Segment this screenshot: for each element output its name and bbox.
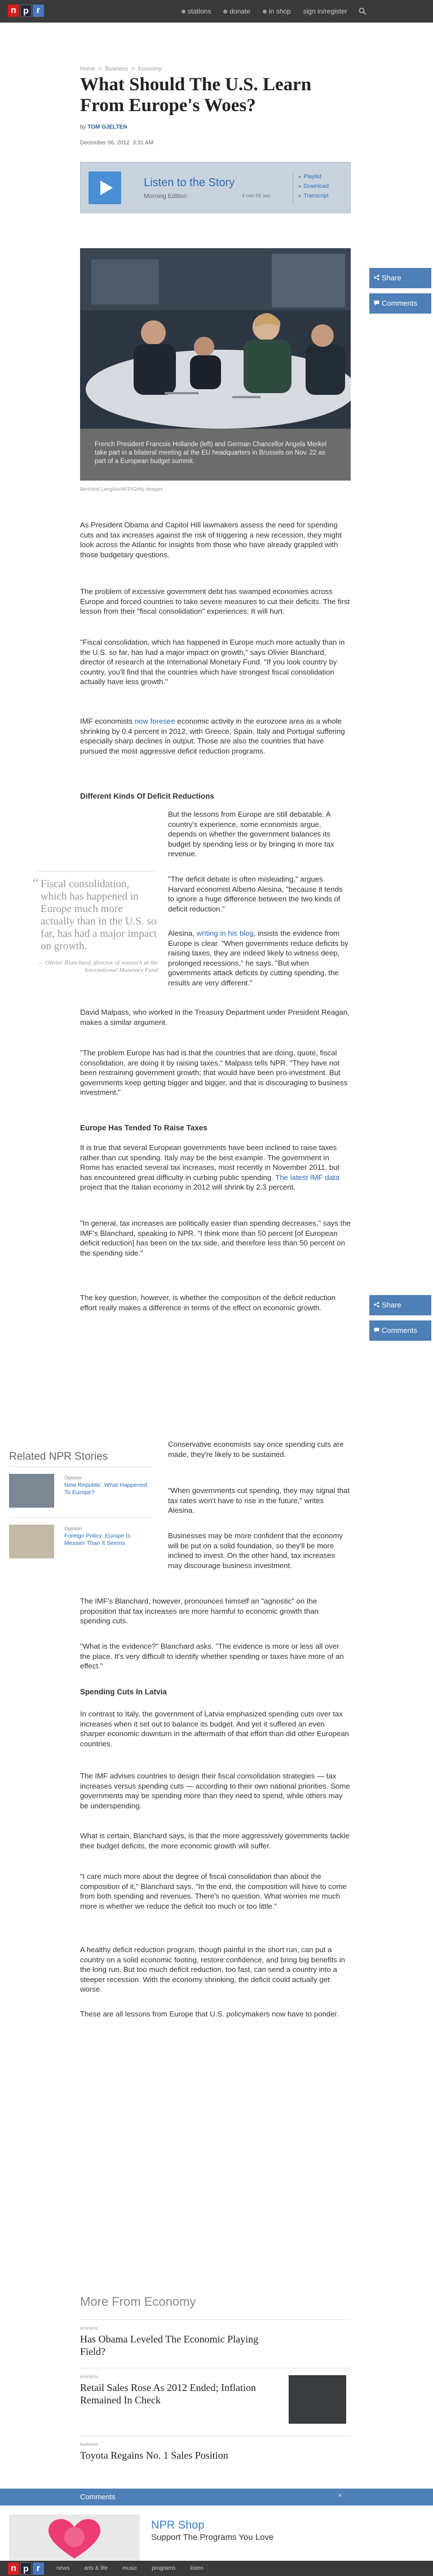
p4-text-a: IMF economists — [80, 717, 133, 725]
related-story[interactable] — [9, 1467, 153, 1506]
related-kicker: Opinion — [64, 1526, 82, 1531]
section-heading: Europe Has Tended To Raise Taxes — [80, 1124, 207, 1132]
p10-text-b: project that the Italian economy in 2012 will shrink by 2.3 percent. — [80, 1183, 295, 1191]
paragraph: "I care much more about the degree of fiscal consolidation than about the composition of it," Blanchard says. "In the end, the composition will have to come from both spending and revenues. There's no question. What worries me much more is whether we reduce the deficit too much or too little." — [80, 1872, 347, 1910]
paragraph: David Malpass, who worked in the Treasury Department under President Reagan, makes a similar argument. — [80, 1008, 350, 1027]
imf-data-link[interactable]: The latest IMF data — [275, 1173, 339, 1182]
paragraph: The IMF advises countries to design their fiscal consolidation strategies — tax increases versus spending cuts — according to their own national priorities. Some governments may be spending more than they need to spend, while others may be underspending. — [80, 1772, 350, 1810]
share-label: Share — [382, 1301, 401, 1309]
footer-link-programs[interactable]: programs — [152, 2565, 176, 2571]
pull-quote — [34, 871, 158, 974]
paragraph: "Fiscal consolidation, which has happened in Europe much more actually than in the U.S. so far, has had a major impact on growth," says Olivier Blanchard, director of research at the International Monetary Fund. "If you look country by country, you'll find that the countries which have strongest fiscal consolidation actually have less growth." — [80, 638, 345, 686]
paragraph: "In general, tax increases are politically easier than spending decreases," says the IMF's Blanchard, speaking to NPR. "I think more than 50 percent [of European deficit reduction] has been on the tax side, and therefore less than 50 percent on the spending side." — [80, 1219, 351, 1257]
footer-nav — [56, 2561, 204, 2576]
paragraph: "The deficit debate is often misleading," argues Harvard economist Alberto Alesina, "because it tends to ignore a huge difference between the two kinds of deficit reduction." — [168, 875, 343, 913]
breadcrumb-economy[interactable]: Economy — [138, 66, 162, 72]
logo-letter-r: r — [33, 2562, 44, 2575]
photo-caption: French President Francois Hollande (left) and German Chancellor Angela Merkel take part in a bilateral meeting at the EU headquarters in Brussels on Nov. 22 as part of a European budget summit. — [95, 441, 327, 465]
footer-link-news[interactable]: news — [56, 2565, 70, 2571]
nav-sign-in[interactable]: sign in/register — [303, 7, 347, 15]
byline — [80, 124, 127, 130]
breadcrumb — [80, 66, 162, 72]
paragraph: In contrast to Italy, the government of Latvia emphasized spending cuts over tax increases when it set out to balance its budget. And yet it suffered an even sharper economic downturn in the aftermath of that effort than did other European countries. — [80, 1710, 349, 1748]
breadcrumb-business[interactable]: Business — [105, 66, 129, 72]
logo-letter-n: n — [8, 5, 19, 17]
blog-link[interactable]: writing in his blog — [196, 929, 254, 937]
comment-icon — [374, 300, 379, 306]
pull-quote-text: “ Fiscal consolidation, which has happened in Europe much more actually than in the U.S. so far, has had a major impact on growth. — [34, 878, 158, 953]
logo-letter-r: r — [33, 5, 44, 17]
author-link[interactable]: TOM GJELTEN — [87, 124, 127, 130]
more-title[interactable]: Retail Sales Rose As 2012 Ended; Inflation Remained In Check — [80, 2382, 256, 2406]
related-thumbnail — [9, 1525, 54, 1558]
paragraph: A healthy deficit reduction program, though painful in the short run, can put a country on a solid economic footing, restore confidence, and bring big benefits in the long run. But too much deficit reduction, too fast, can send a country into a steeper recession. With the economy shrinking, the deficit could actually get worse. — [80, 1945, 345, 1993]
more-title[interactable]: Toyota Regains No. 1 Sales Position — [80, 2450, 228, 2461]
section-heading: Spending Cuts In Latvia — [80, 1688, 167, 1696]
download-link[interactable]: ▸ Download — [299, 182, 329, 191]
more-kicker: economy — [80, 2374, 99, 2379]
transcript-link[interactable]: ▸ Transcript — [299, 191, 329, 201]
logo-letter-p: p — [20, 5, 32, 17]
share-button[interactable] — [369, 268, 431, 288]
article-photo — [80, 248, 351, 429]
playlist-link[interactable]: ▸ Playlist — [299, 172, 329, 182]
listen-links — [293, 172, 329, 205]
paragraph: "What is the evidence?" Blanchard asks. "The evidence is more or less all over the place. It's very difficult to identify whether spending or taxes have more of an effect." — [80, 1642, 344, 1670]
listen-show: Morning Edition — [144, 193, 187, 200]
share-label: Share — [382, 274, 401, 282]
paragraph: Businesses may be more confident that the economy will be put on a solid foundation, so they'll be more inclined to invest. On the other hand, tax increases may discourage business investment. — [168, 1531, 343, 1570]
paragraph: As President Obama and Capitol Hill lawmakers assess the need for spending cuts and tax increases against the risk of triggering a new recession, they might look across the Atlantic for insights from those who have already grappled with those budgetary questions. — [80, 521, 342, 559]
p10-text-a: It is true that several European governments have been inclined to raise taxes rather than cut spending. Italy may be the best example. The government in Rome has enacted several tax increases, most recently in November 2011, but has encountered great difficulty in curbing public spending. — [80, 1143, 340, 1182]
paragraph: These are all lessons from Europe that U.S. policymakers now have to ponder. — [80, 2010, 339, 2018]
paragraph: What is certain, Blanchard says, is that the more aggressively governments tackle their budget deficits, the more economic growth will suffer. — [80, 1831, 350, 1850]
nav-stations[interactable] — [182, 7, 211, 15]
radio-icon — [182, 10, 185, 14]
paragraph: "The problem Europe has had is that the countries that are doing, quote, fiscal consolidation, are doing it by raising taxes," Malpass tells NPR. "They have not been restraining government growth; that would have been pro-investment. But governments keep getting bigger and bigger, and that is discouraging to business investment." — [80, 1049, 348, 1097]
listen-title[interactable]: Listen to the Story — [144, 177, 235, 189]
paragraph: But the lessons from Europe are still debatable. A country's experience, some economists argue, depends on whether the government balances its budget by spending less or by bringing in more tax revenue. — [168, 810, 334, 858]
related-kicker: Opinion — [64, 1475, 82, 1481]
paragraph: The IMF's Blanchard, however, pronounces himself an "agnostic" on the proposition that tax increases are more harmful to economic growth than spending cuts. — [80, 1597, 319, 1625]
related-title[interactable]: Foreign Policy: Europe Is Messier Than It Seems — [64, 1533, 131, 1547]
photo-credit: Bertrand Langlois/AFP/Getty Images — [80, 486, 163, 492]
nav-shop-label: in shop — [269, 7, 291, 15]
nav-donate-label: donate — [229, 7, 251, 15]
related-title[interactable]: New Republic: What Happened To Europe? — [64, 1482, 147, 1496]
search-icon[interactable] — [359, 7, 366, 15]
paragraph — [80, 1143, 351, 1192]
comment-icon — [374, 1327, 379, 1333]
bottom-bar — [0, 2561, 433, 2576]
more-heading: More From Economy — [80, 2295, 196, 2309]
listen-duration: 4 min 55 sec — [242, 193, 271, 199]
logo-letter-p: p — [20, 2562, 32, 2575]
related-story[interactable] — [9, 1517, 153, 1557]
more-kicker: economy — [80, 2326, 99, 2331]
top-bar — [0, 0, 433, 23]
more-story[interactable] — [80, 2319, 351, 2368]
chevron-up-icon: ^ — [338, 2493, 342, 2501]
paragraph: "When governments cut spending, they may signal that tax rates won't have to rise in the future," writes Alesina. — [168, 1486, 350, 1514]
comments-label: Comments — [382, 1326, 417, 1335]
breadcrumb-sep: > — [131, 66, 135, 72]
play-button[interactable] — [89, 171, 121, 204]
more-kicker: business — [80, 2442, 98, 2447]
p7-text-a: Alesina, — [168, 929, 195, 937]
share-icon — [374, 275, 379, 280]
nav-stations-label: stations — [188, 7, 211, 15]
now-foresee-link[interactable]: now foresee — [134, 717, 175, 725]
npr-logo[interactable] — [8, 5, 44, 17]
byline-prefix: by — [80, 124, 86, 130]
more-story[interactable] — [80, 2436, 351, 2481]
pull-quote-attribution: — Olivier Blanchard, director of research at the International Monetary Fund — [38, 959, 158, 974]
footer-link-music[interactable]: music — [122, 2565, 138, 2571]
more-title[interactable]: Has Obama Leveled The Economic Playing Field? — [80, 2333, 259, 2357]
p7-text-b: , insists the evidence from Europe is clear. "When governments reduce deficits by raising taxes, they are indeed likely to witness deep, prolonged recessions," he says. "But when governments attack deficits by cutting spending, the results are very different." — [168, 929, 348, 987]
article-time: 3:31 AM — [132, 140, 154, 146]
logo-letter-n: n — [8, 2562, 19, 2575]
donate-icon — [223, 10, 227, 14]
breadcrumb-sep: > — [98, 66, 102, 72]
shop-title[interactable]: NPR Shop — [151, 2519, 205, 2531]
comments-bar-label: Comments — [80, 2493, 116, 2501]
shop-icon — [263, 10, 267, 14]
related-heading: Related NPR Stories — [9, 1451, 108, 1463]
shop-heart-logo — [9, 2515, 140, 2565]
comments-button-lower[interactable] — [369, 1320, 431, 1341]
paragraph: The problem of excessive government debt has swamped economies across Europe and forced countries to take severe measures to cut their deficits. The first lesson from their "fiscal consolidation" experiences: It will hurt. — [80, 587, 350, 615]
section-heading: Different Kinds Of Deficit Reductions — [80, 792, 214, 800]
footer-npr-logo[interactable] — [8, 2562, 44, 2575]
caption-box — [80, 429, 351, 481]
listen-box — [80, 162, 351, 213]
photo-illustration — [80, 248, 351, 429]
nav-donate[interactable] — [223, 7, 250, 15]
article-date: December 06, 2012 — [80, 140, 130, 146]
related-thumbnail — [9, 1474, 54, 1508]
paragraph — [80, 716, 351, 756]
comments-bar[interactable] — [0, 2489, 433, 2505]
dateline — [80, 140, 153, 146]
nav-shop[interactable] — [263, 7, 291, 15]
comments-button[interactable] — [369, 293, 431, 314]
footer-link-arts[interactable]: arts & life — [84, 2565, 108, 2571]
paragraph: The key question, however, is whether the composition of the deficit reduction effort really makes a difference in terms of the effect on economic growth. — [80, 1293, 336, 1312]
paragraph: Conservative economists say once spending cuts are made, they're likely to be sustained. — [168, 1440, 344, 1459]
shop-subtitle: Support The Programs You Love — [151, 2533, 274, 2542]
p4-text-b: economic activity in the eurozone area as a whole shrinking by 0.4 percent in 2012, with Greece, Spain, Italy and Portugal suffering especially sharp declines in output. Those are also the countries that have pursued the most aggressive deficit reduction programs. — [80, 717, 345, 755]
heart-icon — [9, 2515, 140, 2565]
breadcrumb-home[interactable]: Home — [80, 66, 95, 72]
more-story[interactable] — [80, 2368, 351, 2436]
share-icon — [374, 1302, 379, 1307]
comments-label: Comments — [382, 299, 417, 307]
footer-link-listen[interactable]: listen — [190, 2565, 204, 2571]
more-thumbnail — [289, 2375, 346, 2424]
share-button-lower[interactable] — [369, 1295, 431, 1315]
top-nav — [182, 0, 347, 23]
article-title: What Should The U.S. Learn From Europe's Woes? — [80, 74, 312, 116]
paragraph — [168, 928, 351, 988]
